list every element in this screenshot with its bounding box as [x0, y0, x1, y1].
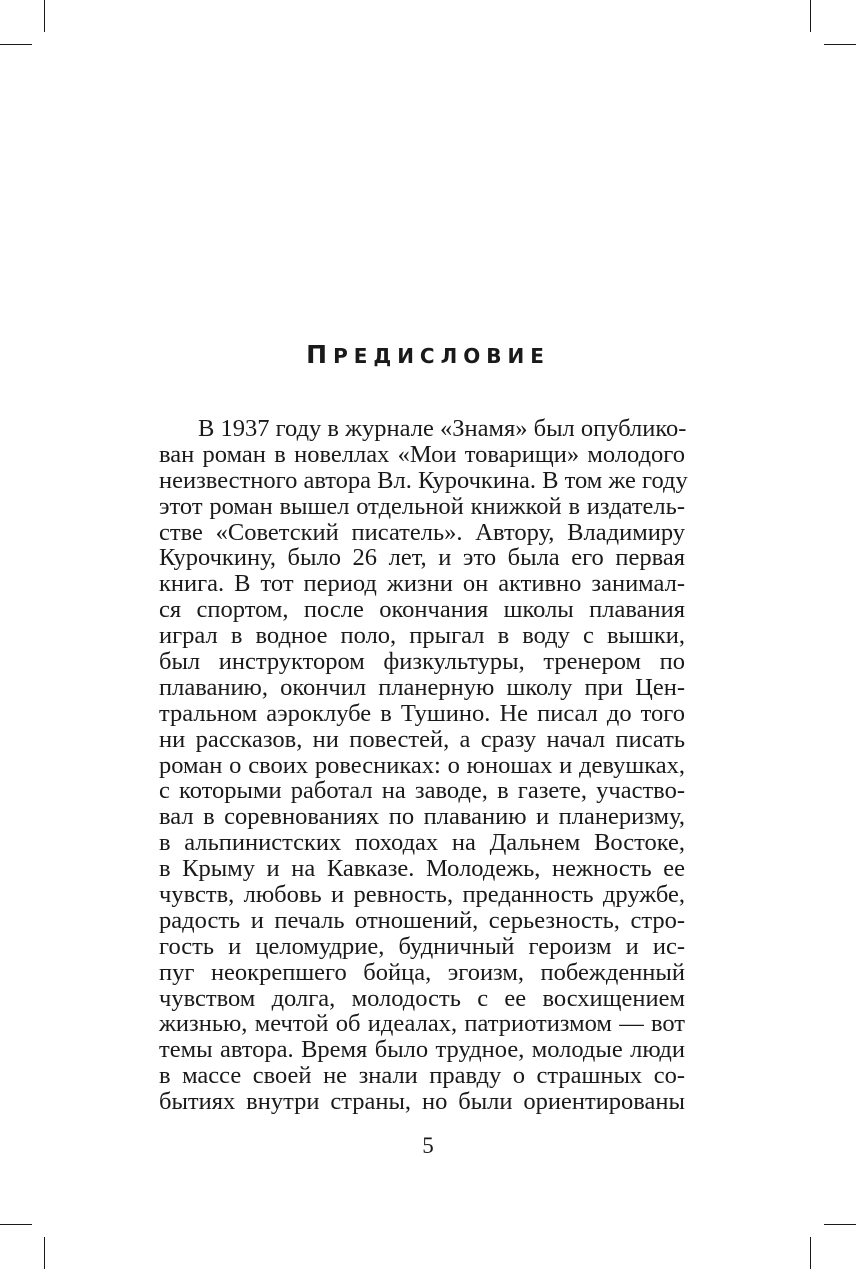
- text-line: темы автора. Время было трудное, молодые люди: [159, 1036, 685, 1064]
- text-line: плаванию, окончил планерную школу при Цен-: [159, 673, 685, 701]
- crop-mark: [824, 44, 856, 45]
- text-line: в альпинистских походах на Дальнем Востоке,: [159, 829, 685, 857]
- text-line: пуг неокрепшего бойца, эгоизм, побежденный: [159, 958, 685, 986]
- heading-rest: РЕДИСЛОВИЕ: [333, 344, 550, 368]
- text-line: чувств, любовь и ревность, преданность дружбе,: [159, 881, 685, 909]
- text-line: стве «Советский писатель». Автору, Владимиру: [159, 518, 685, 546]
- crop-mark: [810, 1237, 811, 1269]
- crop-mark: [0, 1224, 32, 1225]
- text-line: тральном аэроклубе в Тушино. Не писал до того: [159, 699, 685, 727]
- text-line: гость и целомудрие, будничный героизм и ис-: [159, 932, 685, 960]
- text-line: книга. В тот период жизни он активно занимал-: [159, 570, 685, 598]
- text-line: с которыми работал на заводе, в газете, участво-: [159, 777, 685, 805]
- text-line: этот роман вышел отдельной книжкой в издатель-: [159, 492, 685, 520]
- text-line: роман о своих ровесниках: о юношах и девушках,: [159, 751, 685, 779]
- text-line: в Крыму и на Кавказе. Молодежь, нежность ее: [159, 855, 685, 883]
- crop-mark: [0, 44, 32, 45]
- text-line: бытиях внутри страны, но были ориентированы: [159, 1088, 685, 1116]
- text-line: играл в водное поло, прыгал в воду с вышки,: [159, 622, 685, 650]
- crop-mark: [44, 0, 45, 32]
- chapter-heading: [0, 340, 856, 369]
- text-line: жизнью, мечтой об идеалах, патриотизмом — вот: [159, 1010, 685, 1038]
- text-line: ни рассказов, ни повестей, а сразу начал писать: [159, 725, 685, 753]
- text-line: чувством долга, молодость с ее восхищением: [159, 984, 685, 1012]
- text-line: ся спортом, после окончания школы плавания: [159, 596, 685, 624]
- text-line: ван роман в новеллах «Мои товарищи» молодого: [159, 440, 685, 468]
- text-line: В 1937 году в журнале «Знамя» был опублико-: [198, 415, 687, 442]
- text-line: в массе своей не знали правду о страшных со-: [159, 1062, 685, 1090]
- body-paragraph: [159, 415, 688, 1116]
- text-line: Курочкину, было 26 лет, и это была его первая: [159, 544, 685, 572]
- text-line: вал в соревнованиях по плаванию и планеризму,: [159, 803, 685, 831]
- text-line: был инструктором физкультуры, тренером по: [159, 648, 685, 676]
- crop-mark: [810, 0, 811, 32]
- crop-mark: [44, 1237, 45, 1269]
- text-line: радость и печаль отношений, серьезность, стро-: [159, 906, 685, 934]
- text-line: неизвестного автора Вл. Курочкина. В том же году: [159, 466, 688, 494]
- page-number: 5: [422, 1133, 434, 1158]
- crop-mark: [824, 1224, 856, 1225]
- heading-first-letter: П: [306, 340, 334, 369]
